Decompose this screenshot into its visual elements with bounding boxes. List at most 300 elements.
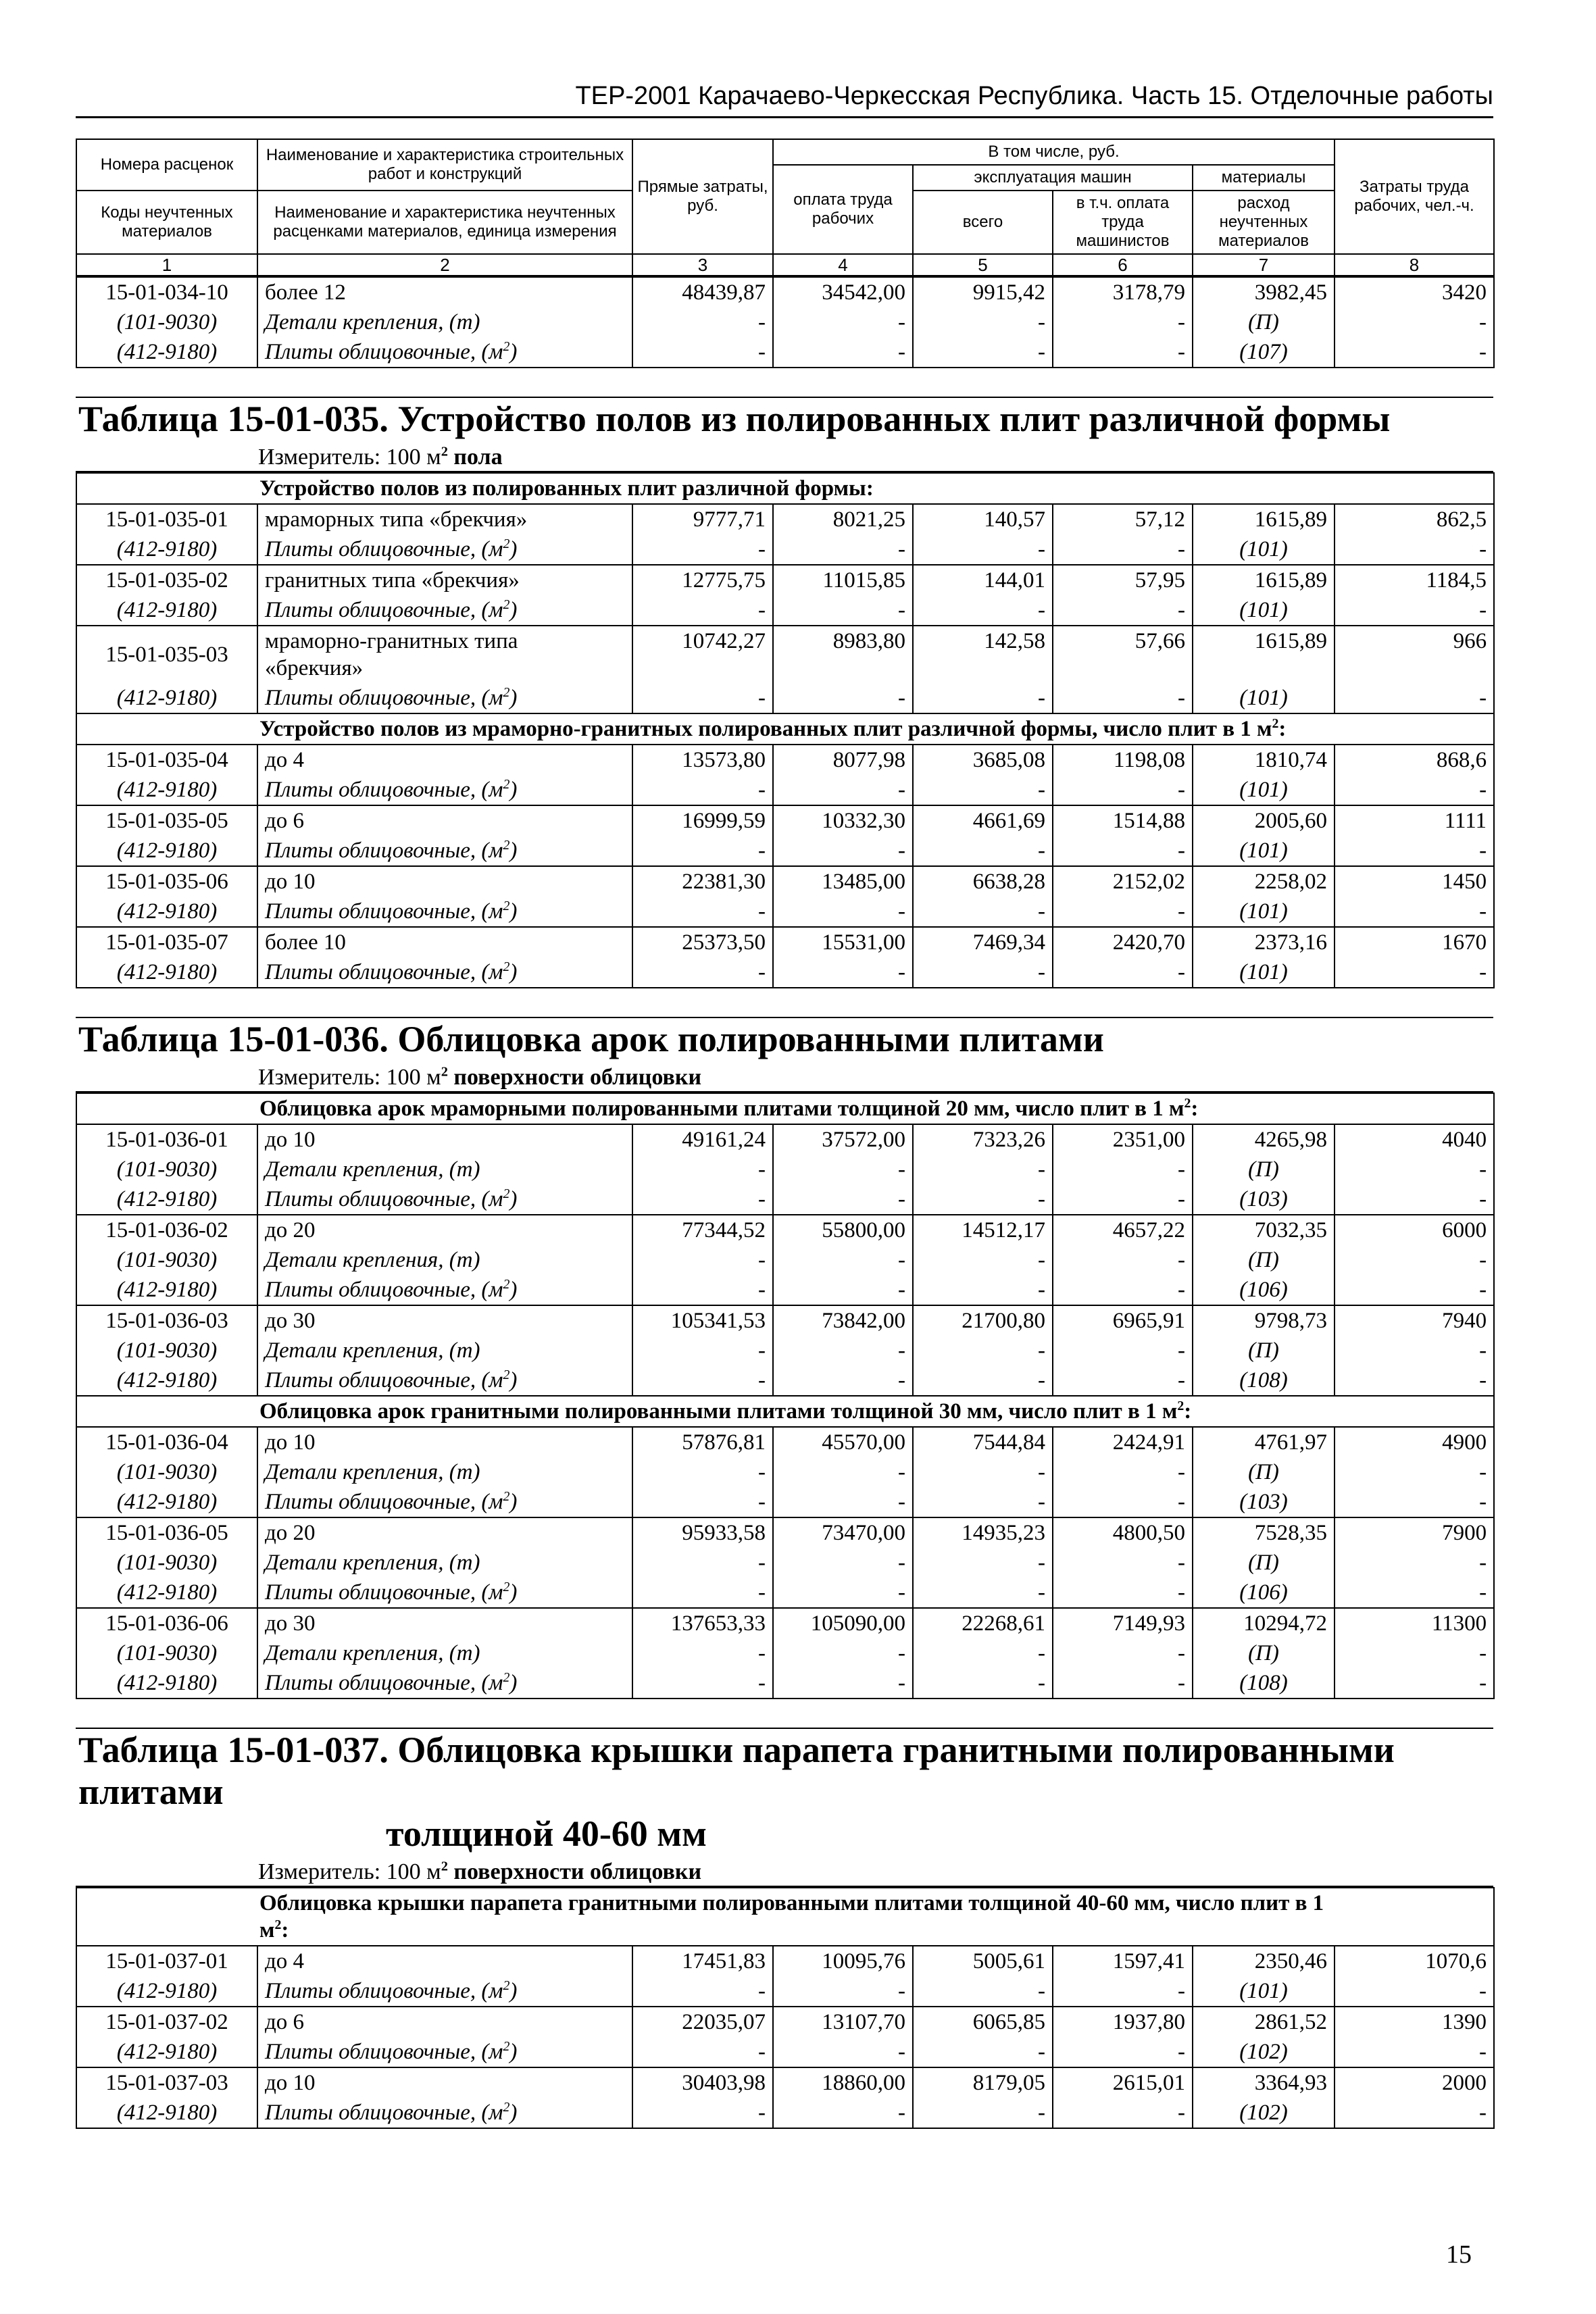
material-code: (412-9180) <box>76 1184 257 1215</box>
labor-costs: 11300 <box>1335 1608 1494 1638</box>
material-consumption: (П) <box>1193 1336 1335 1365</box>
material-consumption: (101) <box>1193 1976 1335 2007</box>
machinist-pay: 2420,70 <box>1053 927 1193 957</box>
dash-cell: - <box>1053 897 1193 927</box>
dash-cell: - <box>913 534 1053 565</box>
dash-cell: - <box>632 957 773 988</box>
colhead-machinist-pay: в т.ч. оплата труда машинистов <box>1053 191 1193 254</box>
rate-code: 15-01-035-05 <box>76 805 257 836</box>
material-row <box>76 1638 1494 1668</box>
machinist-pay: 1597,41 <box>1053 1946 1193 1976</box>
dash-cell: - <box>1335 337 1494 368</box>
material-row <box>76 683 1494 713</box>
dash-cell: - <box>913 337 1053 368</box>
dash-cell: - <box>1053 1245 1193 1275</box>
dash-cell: - <box>1053 595 1193 626</box>
material-code: (412-9180) <box>76 1275 257 1305</box>
dash-cell: - <box>1335 1487 1494 1517</box>
rate-code: 15-01-037-01 <box>76 1946 257 1976</box>
rate-name: до 20 <box>257 1517 632 1548</box>
dash-cell: - <box>913 836 1053 866</box>
table-row <box>76 927 1494 957</box>
machinist-pay: 2615,01 <box>1053 2067 1193 2098</box>
material-row <box>76 2037 1494 2067</box>
dash-cell: - <box>773 1578 913 1608</box>
material-name: Плиты облицовочные, $(м^2)$ <box>257 2037 632 2067</box>
machines-total: 14512,17 <box>913 1215 1053 1245</box>
rate-name: более 12 <box>257 277 632 307</box>
material-name: Детали крепления, (т) <box>257 1155 632 1184</box>
table-row <box>76 866 1494 897</box>
material-name: Плиты облицовочные, $(м^2)$ <box>257 775 632 805</box>
direct-costs: 22035,07 <box>632 2007 773 2037</box>
machines-total: 7469,34 <box>913 927 1053 957</box>
dash-cell: - <box>773 897 913 927</box>
dash-cell: - <box>773 683 913 713</box>
material-consumption: (102) <box>1193 2037 1335 2067</box>
rate-code: 15-01-037-02 <box>76 2007 257 2037</box>
direct-costs: 25373,50 <box>632 927 773 957</box>
dash-cell: - <box>913 957 1053 988</box>
rate-code: 15-01-036-04 <box>76 1427 257 1457</box>
direct-costs: 49161,24 <box>632 1124 773 1155</box>
materials: 2373,16 <box>1193 927 1335 957</box>
dash-cell: - <box>1053 1336 1193 1365</box>
material-row <box>76 775 1494 805</box>
machinist-pay: 1937,80 <box>1053 2007 1193 2037</box>
dash-cell: - <box>773 1668 913 1699</box>
machines-total: 6065,85 <box>913 2007 1053 2037</box>
materials: 10294,72 <box>1193 1608 1335 1638</box>
material-consumption: (103) <box>1193 1487 1335 1517</box>
worker-pay: 11015,85 <box>773 565 913 595</box>
material-consumption: (108) <box>1193 1668 1335 1699</box>
dash-cell: - <box>632 1336 773 1365</box>
table-row <box>76 1608 1494 1638</box>
direct-costs: 77344,52 <box>632 1215 773 1245</box>
material-row <box>76 1976 1494 2007</box>
material-code: (101-9030) <box>76 1457 257 1487</box>
machinist-pay: 4657,22 <box>1053 1215 1193 1245</box>
dash-cell: - <box>913 1548 1053 1578</box>
section-subheading <box>76 1396 1494 1427</box>
material-name: Детали крепления, (т) <box>257 1457 632 1487</box>
dash-cell: - <box>773 1638 913 1668</box>
material-consumption: (П) <box>1193 1457 1335 1487</box>
machines-total: 14935,23 <box>913 1517 1053 1548</box>
table-row <box>76 504 1494 534</box>
machines-total: 4661,69 <box>913 805 1053 836</box>
colnum-3: 3 <box>632 254 773 276</box>
colhead-material-names: Наименование и характеристика неучтенных расценками материалов, единица измерения <box>257 191 632 254</box>
dash-cell: - <box>1335 1668 1494 1699</box>
dash-cell: - <box>773 307 913 337</box>
dash-cell: - <box>1335 307 1494 337</box>
table-row <box>76 565 1494 595</box>
materials: 2350,46 <box>1193 1946 1335 1976</box>
dash-cell: - <box>1053 775 1193 805</box>
material-row <box>76 1155 1494 1184</box>
materials: 3364,93 <box>1193 2067 1335 2098</box>
direct-costs: 9777,71 <box>632 504 773 534</box>
dash-cell: - <box>1335 2037 1494 2067</box>
section-subheading <box>76 1888 1494 1946</box>
rate-name: до 10 <box>257 866 632 897</box>
labor-costs: 1111 <box>1335 805 1494 836</box>
labor-costs: 7940 <box>1335 1305 1494 1336</box>
labor-costs: 4900 <box>1335 1427 1494 1457</box>
colnum-1: 1 <box>76 254 257 276</box>
dash-cell: - <box>1335 1184 1494 1215</box>
material-code: (101-9030) <box>76 1638 257 1668</box>
dash-cell: - <box>773 1336 913 1365</box>
materials: 1615,89 <box>1193 565 1335 595</box>
dash-cell: - <box>1053 1457 1193 1487</box>
dash-cell: - <box>1335 534 1494 565</box>
dash-cell: - <box>1053 1365 1193 1396</box>
material-code: (412-9180) <box>76 337 257 368</box>
material-code: (412-9180) <box>76 683 257 713</box>
worker-pay: 55800,00 <box>773 1215 913 1245</box>
dash-cell: - <box>913 897 1053 927</box>
direct-costs: 137653,33 <box>632 1608 773 1638</box>
rate-name: гранитных типа «брекчия» <box>257 565 632 595</box>
dash-cell: - <box>773 1487 913 1517</box>
material-consumption: (101) <box>1193 836 1335 866</box>
material-consumption: (101) <box>1193 957 1335 988</box>
dash-cell: - <box>773 1457 913 1487</box>
machines-total: 21700,80 <box>913 1305 1053 1336</box>
material-code: (101-9030) <box>76 1245 257 1275</box>
colhead-including: В том числе, руб. <box>773 139 1335 165</box>
dash-cell: - <box>773 1976 913 2007</box>
materials: 2258,02 <box>1193 866 1335 897</box>
dash-cell: - <box>632 1155 773 1184</box>
labor-costs: 4040 <box>1335 1124 1494 1155</box>
dash-cell: - <box>913 307 1053 337</box>
dash-cell: - <box>913 1976 1053 2007</box>
rate-name: до 4 <box>257 745 632 775</box>
material-name: Плиты облицовочные, $(м^2)$ <box>257 2098 632 2128</box>
colnum-5: 5 <box>913 254 1053 276</box>
materials: 1615,89 <box>1193 626 1335 683</box>
section-subheading <box>76 1093 1494 1124</box>
direct-costs: 57876,81 <box>632 1427 773 1457</box>
machinist-pay: 57,66 <box>1053 626 1193 683</box>
colnum-8: 8 <box>1335 254 1494 276</box>
material-row <box>76 836 1494 866</box>
machinist-pay: 1514,88 <box>1053 805 1193 836</box>
dash-cell: - <box>1335 1275 1494 1305</box>
labor-costs: 1184,5 <box>1335 565 1494 595</box>
material-name: Плиты облицовочные, $(м^2)$ <box>257 1668 632 1699</box>
material-name: Плиты облицовочные, $(м^2)$ <box>257 1184 632 1215</box>
material-consumption: (П) <box>1193 307 1335 337</box>
dash-cell: - <box>913 1365 1053 1396</box>
machines-total: 7544,84 <box>913 1427 1053 1457</box>
dash-cell: - <box>632 307 773 337</box>
material-row <box>76 957 1494 988</box>
document-content <box>76 139 1493 2129</box>
table-037-title-line2: толщиной 40-60 мм <box>386 1813 707 1854</box>
dash-cell: - <box>632 2037 773 2067</box>
machinist-pay: 57,12 <box>1053 504 1193 534</box>
table-row <box>76 626 1494 683</box>
direct-costs: 10742,27 <box>632 626 773 683</box>
labor-costs: 868,6 <box>1335 745 1494 775</box>
materials: 9798,73 <box>1193 1305 1335 1336</box>
machinist-pay: 2351,00 <box>1053 1124 1193 1155</box>
material-row <box>76 2098 1494 2128</box>
rate-code: 15-01-035-04 <box>76 745 257 775</box>
dash-cell: - <box>773 1548 913 1578</box>
material-row <box>76 595 1494 626</box>
rate-code: 15-01-034-10 <box>76 277 257 307</box>
rate-name: до 30 <box>257 1608 632 1638</box>
page-number: 15 <box>1446 2240 1472 2269</box>
dash-cell: - <box>632 1245 773 1275</box>
dash-cell: - <box>632 1976 773 2007</box>
rate-name: до 6 <box>257 805 632 836</box>
labor-costs: 862,5 <box>1335 504 1494 534</box>
dash-cell: - <box>632 337 773 368</box>
rate-code: 15-01-035-06 <box>76 866 257 897</box>
material-code: (412-9180) <box>76 1668 257 1699</box>
dash-cell: - <box>1335 1638 1494 1668</box>
material-name: Детали крепления, (т) <box>257 307 632 337</box>
material-consumption: (П) <box>1193 1638 1335 1668</box>
dash-cell: - <box>1053 1184 1193 1215</box>
rate-name: до 10 <box>257 1124 632 1155</box>
material-consumption: (П) <box>1193 1155 1335 1184</box>
dash-cell: - <box>1335 683 1494 713</box>
table-036-meter: Измеритель: 100 $м^2$ поверхности облицовки <box>76 1064 1493 1092</box>
material-consumption: (101) <box>1193 775 1335 805</box>
worker-pay: 73470,00 <box>773 1517 913 1548</box>
material-consumption: (101) <box>1193 897 1335 927</box>
material-row <box>76 1365 1494 1396</box>
table-row <box>76 2067 1494 2098</box>
machines-total: 6638,28 <box>913 866 1053 897</box>
dash-cell: - <box>1053 2037 1193 2067</box>
material-code: (101-9030) <box>76 1548 257 1578</box>
dash-cell: - <box>913 1336 1053 1365</box>
worker-pay: 105090,00 <box>773 1608 913 1638</box>
material-code: (412-9180) <box>76 534 257 565</box>
worker-pay: 10332,30 <box>773 805 913 836</box>
material-code: (412-9180) <box>76 1365 257 1396</box>
dash-cell: - <box>773 1155 913 1184</box>
material-consumption: (П) <box>1193 1548 1335 1578</box>
machines-total: 8179,05 <box>913 2067 1053 2098</box>
page-header: ТЕР-2001 Карачаево-Черкесская Республика. Часть 15. Отделочные работы <box>76 80 1493 118</box>
material-name: Плиты облицовочные, $(м^2)$ <box>257 897 632 927</box>
dash-cell: - <box>632 1457 773 1487</box>
dash-cell: - <box>632 836 773 866</box>
rate-name: более 10 <box>257 927 632 957</box>
machines-total: 22268,61 <box>913 1608 1053 1638</box>
colnum-4: 4 <box>773 254 913 276</box>
material-code: (101-9030) <box>76 1155 257 1184</box>
colhead-worker-pay: оплата труда рабочих <box>773 165 913 254</box>
material-code: (412-9180) <box>76 2037 257 2067</box>
dash-cell: - <box>913 2098 1053 2128</box>
labor-costs: 1450 <box>1335 866 1494 897</box>
table-035 <box>76 472 1495 988</box>
material-name: Детали крепления, (т) <box>257 1548 632 1578</box>
table-row <box>76 2007 1494 2037</box>
dash-cell: - <box>632 1184 773 1215</box>
section-subheading-text: Облицовка арок мраморными полированными плитами толщиной 20 мм, число плит в 1 $м^2$: <box>76 1093 1494 1124</box>
material-row <box>76 1184 1494 1215</box>
dash-cell: - <box>913 1184 1053 1215</box>
direct-costs: 22381,30 <box>632 866 773 897</box>
dash-cell: - <box>773 775 913 805</box>
dash-cell: - <box>1335 1245 1494 1275</box>
worker-pay: 13107,70 <box>773 2007 913 2037</box>
dash-cell: - <box>1053 1638 1193 1668</box>
material-name: Плиты облицовочные, $(м^2)$ <box>257 1578 632 1608</box>
material-row <box>76 1578 1494 1608</box>
dash-cell: - <box>913 683 1053 713</box>
material-consumption: (106) <box>1193 1275 1335 1305</box>
table-037-title-line1: Таблица 15-01-037. Облицовка крышки парапета гранитными полированными плитами <box>78 1730 1395 1812</box>
table-037 <box>76 1887 1495 2129</box>
dash-cell: - <box>1053 1976 1193 2007</box>
materials: 4761,97 <box>1193 1427 1335 1457</box>
dash-cell: - <box>913 1668 1053 1699</box>
colhead-direct-costs: Прямые затраты, руб. <box>632 139 773 254</box>
labor-costs: 6000 <box>1335 1215 1494 1245</box>
machinist-pay: 2424,91 <box>1053 1427 1193 1457</box>
direct-costs: 105341,53 <box>632 1305 773 1336</box>
dash-cell: - <box>773 957 913 988</box>
dash-cell: - <box>1053 1155 1193 1184</box>
material-code: (412-9180) <box>76 957 257 988</box>
section-subheading-text: Облицовка крышки парапета гранитными полированными плитами толщиной 40-60 мм, число плит в 1 $м^2$: <box>76 1888 1494 1946</box>
machinist-pay: 3178,79 <box>1053 277 1193 307</box>
dash-cell: - <box>1053 1487 1193 1517</box>
direct-costs: 16999,59 <box>632 805 773 836</box>
direct-costs: 12775,75 <box>632 565 773 595</box>
continued-rate-table <box>76 276 1495 368</box>
material-code: (412-9180) <box>76 1487 257 1517</box>
dash-cell: - <box>632 1365 773 1396</box>
material-name: Плиты облицовочные, $(м^2)$ <box>257 337 632 368</box>
material-code: (412-9180) <box>76 897 257 927</box>
material-name: Плиты облицовочные, $(м^2)$ <box>257 1976 632 2007</box>
machines-total: 142,58 <box>913 626 1053 683</box>
colhead-work-name: Наименование и характеристика строительных работ и конструкций <box>257 139 632 191</box>
rate-code: 15-01-035-07 <box>76 927 257 957</box>
dash-cell: - <box>1335 957 1494 988</box>
materials: 4265,98 <box>1193 1124 1335 1155</box>
materials: 1810,74 <box>1193 745 1335 775</box>
materials: 2861,52 <box>1193 2007 1335 2037</box>
material-row <box>76 307 1494 337</box>
colhead-material-consumption: расход неучтенных материалов <box>1193 191 1335 254</box>
dash-cell: - <box>1335 595 1494 626</box>
dash-cell: - <box>632 683 773 713</box>
colnum-2: 2 <box>257 254 632 276</box>
labor-costs: 1670 <box>1335 927 1494 957</box>
machinist-pay: 1198,08 <box>1053 745 1193 775</box>
material-consumption: (101) <box>1193 534 1335 565</box>
dash-cell: - <box>773 2037 913 2067</box>
table-row <box>76 1124 1494 1155</box>
materials: 7032,35 <box>1193 1215 1335 1245</box>
dash-cell: - <box>1053 1578 1193 1608</box>
dash-cell: - <box>1053 1275 1193 1305</box>
colnum-7: 7 <box>1193 254 1335 276</box>
material-code: (412-9180) <box>76 1578 257 1608</box>
table-row <box>76 1517 1494 1548</box>
dash-cell: - <box>1335 1548 1494 1578</box>
rate-code: 15-01-035-03 <box>76 626 257 683</box>
worker-pay: 8021,25 <box>773 504 913 534</box>
labor-costs: 3420 <box>1335 277 1494 307</box>
material-name: Детали крепления, (т) <box>257 1638 632 1668</box>
material-name: Плиты облицовочные, $(м^2)$ <box>257 595 632 626</box>
section-subheading <box>76 473 1494 504</box>
dash-cell: - <box>773 337 913 368</box>
material-row <box>76 337 1494 368</box>
table-035-meter: Измеритель: 100 $м^2$ пола <box>76 444 1493 472</box>
dash-cell: - <box>913 1487 1053 1517</box>
machines-total: 140,57 <box>913 504 1053 534</box>
machines-total: 7323,26 <box>913 1124 1053 1155</box>
worker-pay: 18860,00 <box>773 2067 913 2098</box>
colhead-machines-total: всего <box>913 191 1053 254</box>
rate-name: до 10 <box>257 2067 632 2098</box>
direct-costs: 95933,58 <box>632 1517 773 1548</box>
material-row <box>76 1668 1494 1699</box>
table-row <box>76 1946 1494 1976</box>
dash-cell: - <box>1053 2098 1193 2128</box>
colhead-labor-costs: Затраты труда рабочих, чел.-ч. <box>1335 139 1494 254</box>
dash-cell: - <box>632 2098 773 2128</box>
dash-cell: - <box>632 1638 773 1668</box>
machinist-pay: 7149,93 <box>1053 1608 1193 1638</box>
worker-pay: 10095,76 <box>773 1946 913 1976</box>
materials: 2005,60 <box>1193 805 1335 836</box>
material-row <box>76 1275 1494 1305</box>
machinist-pay: 2152,02 <box>1053 866 1193 897</box>
material-code: (101-9030) <box>76 307 257 337</box>
material-name: Плиты облицовочные, $(м^2)$ <box>257 1487 632 1517</box>
dash-cell: - <box>1053 307 1193 337</box>
colhead-rate-numbers: Номера расценок <box>76 139 257 191</box>
material-code: (101-9030) <box>76 1336 257 1365</box>
direct-costs: 17451,83 <box>632 1946 773 1976</box>
machines-total: 3685,08 <box>913 745 1053 775</box>
material-consumption: (П) <box>1193 1245 1335 1275</box>
dash-cell: - <box>1335 836 1494 866</box>
rate-name: до 20 <box>257 1215 632 1245</box>
rate-code: 15-01-035-01 <box>76 504 257 534</box>
labor-costs: 1070,6 <box>1335 1946 1494 1976</box>
materials: 7528,35 <box>1193 1517 1335 1548</box>
dash-cell: - <box>1335 1365 1494 1396</box>
material-name: Детали крепления, (т) <box>257 1336 632 1365</box>
dash-cell: - <box>632 534 773 565</box>
rate-code: 15-01-035-02 <box>76 565 257 595</box>
machinist-pay: 4800,50 <box>1053 1517 1193 1548</box>
table-036 <box>76 1092 1495 1699</box>
dash-cell: - <box>773 1365 913 1396</box>
dash-cell: - <box>1053 683 1193 713</box>
dash-cell: - <box>913 1457 1053 1487</box>
